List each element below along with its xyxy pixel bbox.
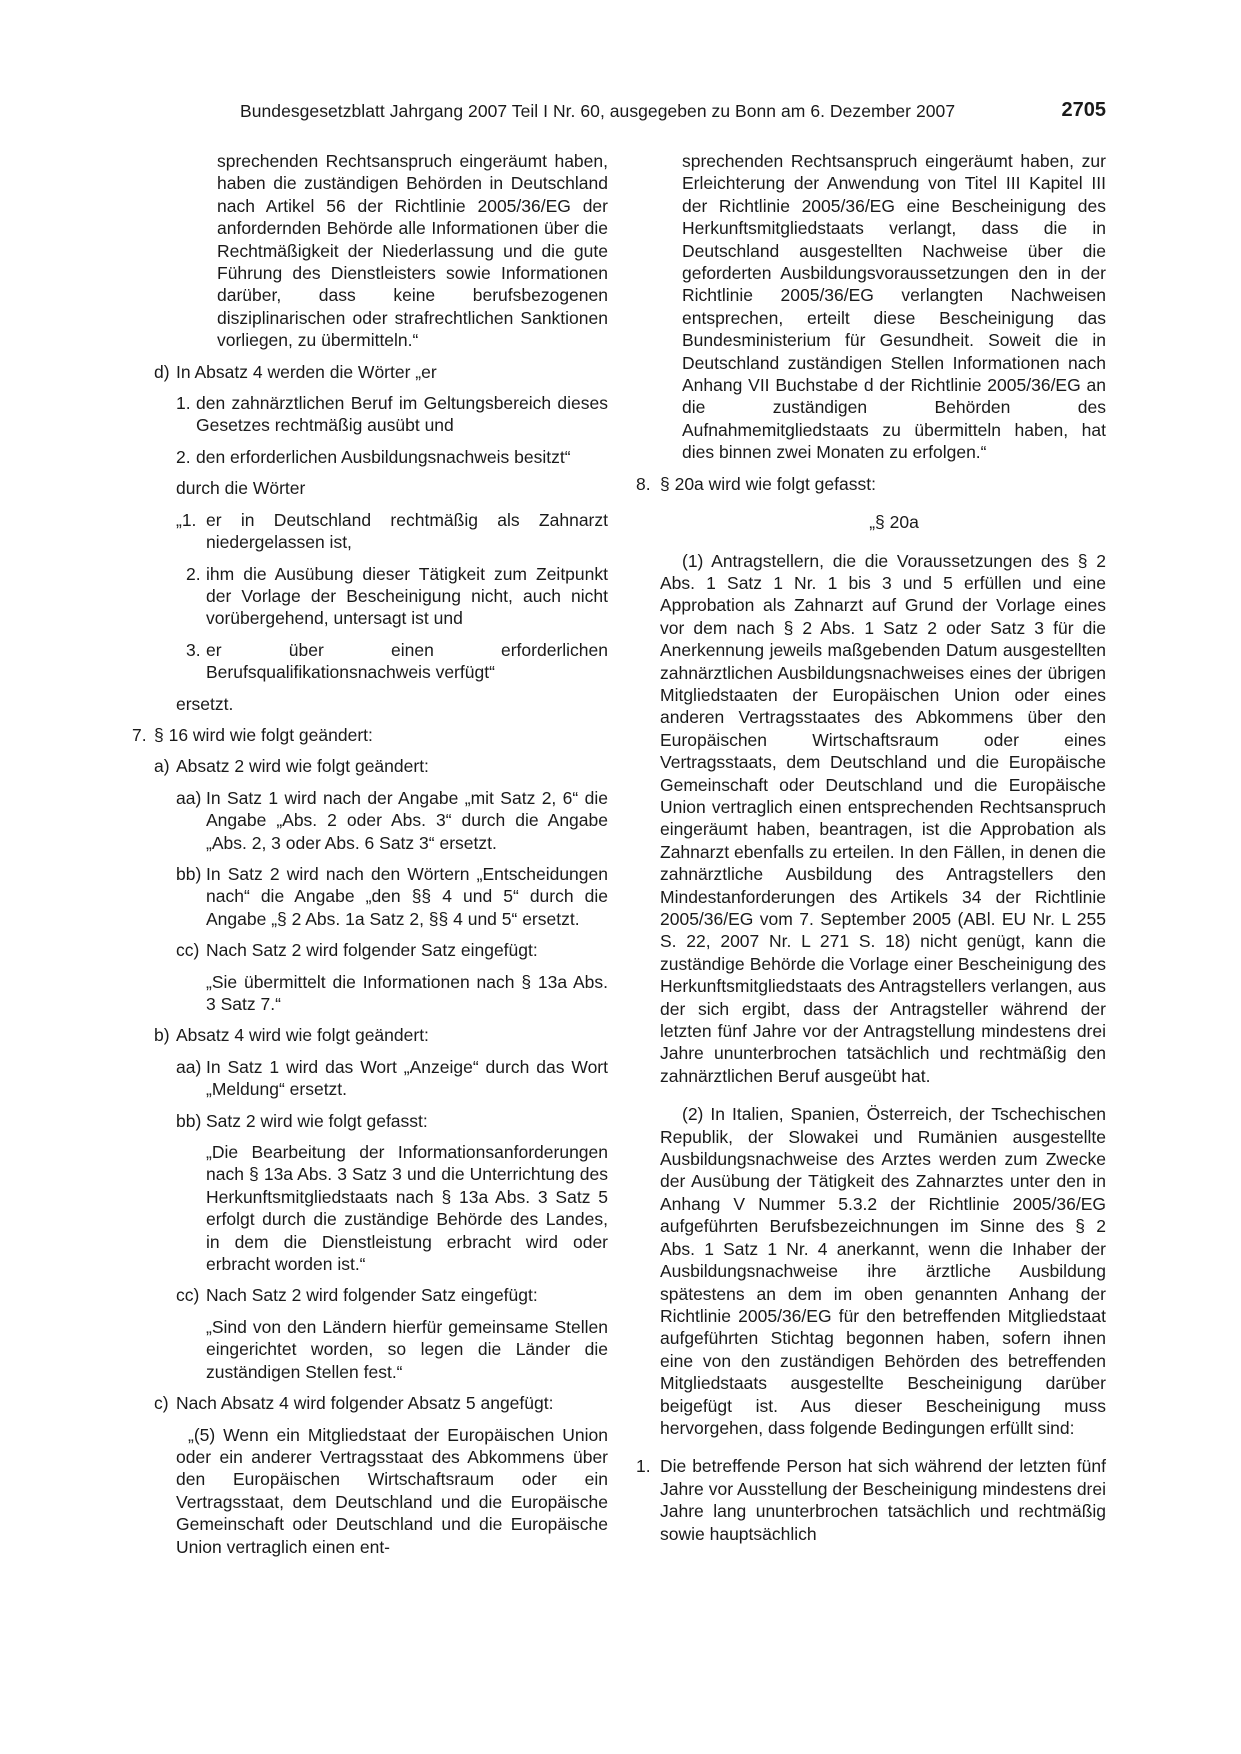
- paragraph-1: (1) Antragstellern, die die Voraussetzungen des § 2 Abs. 1 Satz 1 Nr. 1 bis 3 und 5 erfüllen und eine Approbation als Zahnarzt auf Grund der Vorlage eines vor dem nach § 2 Abs. 1 Satz 2 oder Satz 3 für die Anerkennung jeweils maßgebenden Datum ausgestellten zahnärztlichen Ausbildungsnachweises eines der übrigen Mitgliedstaaten der Europäischen Union oder eines anderen Vertragsstaates des Abkommens über den Europäischen Wirtschaftsraum oder eines Vertragsstaats, dem Deutschland und die Europäische Gemeinschaft oder Deutschland und die Europäische Union vertraglich einen entsprechenden Rechtsanspruch eingeräumt haben, beantragen, ist die Approbation als Zahnarzt ebenfalls zu erteilen. In den Fällen, in denen die zahnärztliche Ausbildung des Antragstellers den Mindestanforderungen des Artikels 34 der Richtlinie 2005/36/EG vom 7. September 2005 (ABl. EU Nr. L 255 S. 22, 2007 Nr. L 271 S. 18) nicht genügt, kann die zuständige Behörde die Vorlage einer Bescheinigung des Herkunftsmitgliedstaats des Antragstellers verlangen, aus der sich ergibt, dass der Antragsteller während der letzten fünf Jahre vor der Antragstellung mindestens drei Jahre ununterbrochen tatsächlich und rechtmäßig den zahnärztlichen Beruf ausgeübt hat.: [660, 550, 1106, 1086]
- list-item: [186, 639, 608, 684]
- quoted-text: „Die Bearbeitung der Informationsanforderungen nach § 13a Abs. 3 Satz 3 und die Unterrichtung des Herkunftsmitgliedstaats nach § 13a Abs. 3 Satz 5 erfolgt durch die zuständige Behörde des Landes, in dem die Dienstleistung erbracht wird oder erbracht worden ist.“: [206, 1142, 608, 1275]
- quoted-text: „Sie übermittelt die Informationen nach § 13a Abs. 3 Satz 7.“: [206, 971, 608, 1014]
- list-marker: 7.: [132, 724, 147, 745]
- durch-text: durch die Wörter: [176, 478, 306, 499]
- amendment-text: Nach Absatz 4 wird folgender Absatz 5 angefügt:: [176, 1393, 554, 1414]
- sub-item-aa: [176, 1056, 608, 1101]
- list-marker: 1.: [176, 393, 191, 414]
- list-item-text: er über einen erforderlichen Berufsqualifikationsnachweis verfügt“: [206, 639, 608, 683]
- list-marker: bb): [176, 1110, 202, 1131]
- amendment-text: In Absatz 4 werden die Wörter „er: [176, 361, 437, 382]
- amendment-item-8: [636, 473, 1106, 495]
- sub-item-cc: [176, 939, 608, 961]
- page-number: 2705: [1061, 99, 1106, 121]
- quoted-text: „Sind von den Ländern hierfür gemeinsame Stellen eingerichtet worden, so legen die Länder die zuständigen Stellen fest.“: [206, 1316, 608, 1382]
- list-item: [176, 509, 608, 554]
- list-marker: c): [154, 1393, 169, 1414]
- quoted-text: „(5) Wenn ein Mitgliedstaat der Europäischen Union oder ein anderer Vertragsstaat des Abkommens über den Europäischen Wirtschaftsraum oder ein Vertragsstaat, dem Deutschland und die Europäische Gemeinschaft oder Deutschland und die Europäische Union vertraglich einen ent-: [176, 1424, 608, 1557]
- list-item-text: den erforderlichen Ausbildungsnachweis besitzt“: [196, 446, 571, 467]
- sub-item-text: In Satz 1 wird das Wort „Anzeige“ durch das Wort „Meldung“ ersetzt.: [206, 1056, 608, 1100]
- page-header: [240, 96, 1106, 126]
- list-item-text: den zahnärztlichen Beruf im Geltungsbereich dieses Gesetzes rechtmäßig ausübt und: [196, 393, 608, 436]
- amendment-a: [154, 755, 608, 777]
- list-marker: „1.: [176, 509, 197, 530]
- list-item-text: ihm die Ausübung dieser Tätigkeit zum Zeitpunkt der Vorlage der Bescheinigung nicht, auch nicht vorübergehend, untersagt ist und: [206, 563, 608, 629]
- amendment-text: § 20a wird wie folgt gefasst:: [660, 473, 876, 494]
- list-marker: cc): [176, 940, 200, 961]
- amendment-text: § 16 wird wie folgt geändert:: [154, 724, 373, 745]
- list-item-text: Die betreffende Person hat sich während der letzten fünf Jahre vor Ausstellung der Bescheinigung mindestens drei Jahre lang ununterbrochen tatsächlich und rechtmäßig sowie hauptsächlich: [660, 1456, 1106, 1544]
- amendment-c: [154, 1392, 608, 1414]
- sub-item-text: Satz 2 wird wie folgt gefasst:: [206, 1110, 428, 1131]
- list-marker: 2.: [176, 446, 191, 467]
- continued-paragraph: sprechenden Rechtsanspruch eingeräumt haben, zur Erleichterung der Anwendung von Titel III Kapitel III der Richtlinie 2005/36/EG eine Bescheinigung des Herkunftsmitgliedstaats verlangt, dass die in Deutschland ausgestellten Nachweise über die geforderten Ausbildungsvoraussetzungen den in der Richtlinie 2005/36/EG verlangten Nachweisen entsprechen, erteilt diese Bescheinigung das Bundesministerium für Gesundheit. Soweit die in Deutschland zuständigen Stellen Informationen nach Anhang VII Buchstabe d der Richtlinie 2005/36/EG an die zuständigen Behörden des Aufnahmemitgliedstaats zu übermitteln haben, hat dies binnen zwei Monaten zu erfolgen.“: [682, 151, 1106, 463]
- sub-item-bb: [176, 1110, 608, 1132]
- list-marker: 3.: [186, 639, 201, 660]
- list-item: [176, 392, 608, 437]
- continued-paragraph: sprechenden Rechtsanspruch eingeräumt haben, haben die zuständigen Behörden in Deutschland nach Artikel 56 der Richtlinie 2005/36/EG der anfordernden Behörde alle Informationen über die Rechtmäßigkeit der Niederlassung und die gute Führung des Dienstleisters sowie Informationen darüber, dass keine berufsbezogenen disziplinarischen oder strafrechtlichen Sanktionen vorliegen, zu übermitteln.“: [217, 151, 608, 351]
- sub-item-text: In Satz 2 wird nach den Wörtern „Entscheidungen nach“ die Angabe „den §§ 4 und 5“ durch die Angabe „§ 2 Abs. 1a Satz 2, §§ 4 und 5“ ersetzt.: [206, 863, 608, 929]
- list-marker: a): [154, 756, 170, 777]
- header-title: Bundesgesetzblatt Jahrgang 2007 Teil I Nr. 60, ausgegeben zu Bonn am 6. Dezember 2007: [240, 101, 956, 121]
- list-marker: aa): [176, 1056, 202, 1077]
- sub-item-text: Nach Satz 2 wird folgender Satz eingefügt:: [206, 1285, 538, 1306]
- sub-item-cc: [176, 1284, 608, 1306]
- sub-item-text: In Satz 1 wird nach der Angabe „mit Satz 2, 6“ die Angabe „Abs. 2 oder Abs. 3“ durch die Angabe „Abs. 2, 3 oder Abs. 6 Satz 3“ ersetzt.: [206, 787, 608, 853]
- amendment-text: Absatz 2 wird wie folgt geändert:: [176, 756, 429, 777]
- list-item: [636, 1455, 1106, 1545]
- list-marker: 2.: [186, 563, 201, 584]
- amendment-d: [154, 361, 608, 383]
- ersetzt-text: ersetzt.: [176, 693, 234, 714]
- sub-item-text: Nach Satz 2 wird folgender Satz eingefügt:: [206, 940, 538, 961]
- list-marker: bb): [176, 863, 202, 884]
- list-item: [176, 446, 608, 468]
- sub-item-aa: [176, 787, 608, 854]
- list-item-text: er in Deutschland rechtmäßig als Zahnarzt niedergelassen ist,: [206, 509, 608, 553]
- amendment-b: [154, 1024, 608, 1046]
- left-column: [132, 150, 608, 1558]
- list-marker: 1.: [636, 1456, 651, 1477]
- list-marker: cc): [176, 1285, 200, 1306]
- list-item: [186, 563, 608, 630]
- list-marker: b): [154, 1025, 170, 1046]
- section-title: „§ 20a: [869, 512, 919, 533]
- right-column: [636, 150, 1106, 1545]
- sub-item-bb: [176, 863, 608, 930]
- amendment-item-7: [132, 724, 608, 746]
- list-marker: 8.: [636, 473, 651, 494]
- list-marker: d): [154, 361, 170, 382]
- amendment-text: Absatz 4 wird wie folgt geändert:: [176, 1025, 429, 1046]
- paragraph-2: (2) In Italien, Spanien, Österreich, der Tschechischen Republik, der Slowakei und Rumänien ausgestellte Ausbildungsnachweise des Arztes werden zum Zwecke der Ausübung der Tätigkeit des Zahnarztes unter den in Anhang V Nummer 5.3.2 der Richtlinie 2005/36/EG aufgeführten Berufsbezeichnungen im Sinne des § 2 Abs. 1 Satz 1 Nr. 4 anerkannt, wenn die Inhaber der Ausbildungsnachweise ihre ärztliche Ausbildung spätestens an dem im oben genannten Anhang der Richtlinie 2005/36/EG für den betreffenden Mitgliedstaat aufgeführten Stichtag begonnen haben, sofern ihnen eine von den zuständigen Behörden des betreffenden Mitgliedstaats ausgestellte Bescheinigung darüber beigefügt ist. Aus dieser Bescheinigung muss hervorgehen, dass folgende Bedingungen erfüllt sind:: [660, 1104, 1106, 1438]
- list-marker: aa): [176, 787, 202, 808]
